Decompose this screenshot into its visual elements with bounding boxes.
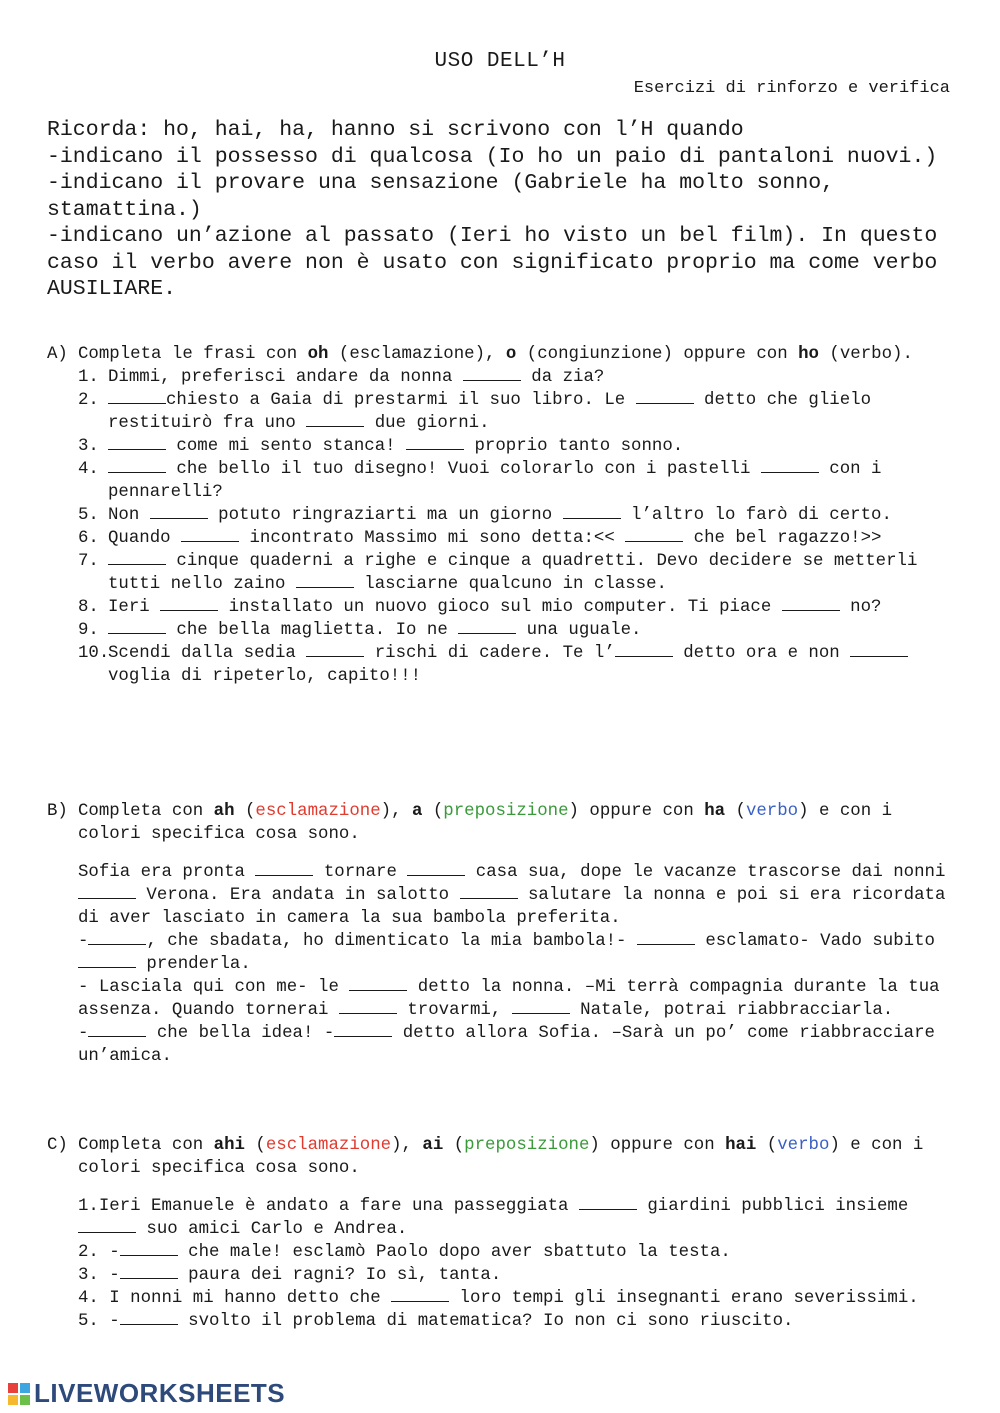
- exercise-line: [78, 1264, 952, 1287]
- label-preposizione: preposizione: [464, 1136, 590, 1155]
- intro-line: -indicano un’azione al passato (Ieri ho visto un bel film). In questo caso il verbo avere non è usato con significato proprio ma come verbo AUSILIARE.: [47, 224, 938, 301]
- instruction-text: Completa con ah (esclamazione), a (preposizione) oppure con ha (verbo) e con i colori specifica cosa sono.: [78, 802, 893, 844]
- exercise-item: [47, 504, 952, 527]
- text-segment: che bel ragazzo!>>: [683, 529, 882, 548]
- exercise-item: [47, 596, 952, 619]
- answer-blank[interactable]: [120, 1310, 178, 1325]
- text-segment: con i pennarelli?: [108, 460, 882, 502]
- item-number: 4.: [78, 460, 99, 479]
- item-text: [108, 642, 952, 688]
- answer-blank[interactable]: [255, 861, 313, 876]
- text-segment: salutare la nonna e poi si era ricordata di aver lasciato in camera la sua bambola preferita.: [78, 886, 946, 928]
- item-text: [108, 596, 952, 619]
- intro-line: -indicano il possesso di qualcosa (Io ho un paio di pantaloni nuovi.): [47, 144, 938, 169]
- text-segment: 4. I nonni mi hanno detto che: [78, 1289, 392, 1308]
- logo-squares-icon: [8, 1383, 30, 1405]
- text-segment: incontrato Massimo mi sono detta:<<: [239, 529, 626, 548]
- exercise-item: [47, 366, 952, 389]
- answer-blank[interactable]: [296, 573, 354, 588]
- answer-blank[interactable]: [78, 1218, 136, 1233]
- keyword-ahi: ahi: [213, 1136, 245, 1155]
- answer-blank[interactable]: [615, 642, 673, 657]
- text-segment: 3. -: [78, 1266, 120, 1285]
- text-segment: Dimmi, preferisci andare da nonna: [108, 368, 463, 387]
- instruction-part: oppure con: [599, 1136, 726, 1155]
- answer-blank[interactable]: [349, 976, 407, 991]
- exercise-item: [47, 389, 952, 435]
- answer-blank[interactable]: [108, 458, 166, 473]
- text-segment: 5. -: [78, 1312, 120, 1331]
- answer-blank[interactable]: [108, 435, 166, 450]
- answer-blank[interactable]: [391, 1287, 449, 1302]
- keyword-o: o: [505, 345, 517, 364]
- answer-blank[interactable]: [88, 930, 146, 945]
- answer-blank[interactable]: [407, 861, 465, 876]
- answer-blank[interactable]: [761, 458, 819, 473]
- logo-square: [20, 1395, 30, 1405]
- logo-square: [20, 1383, 30, 1393]
- story-paragraph: [78, 930, 952, 976]
- item-text: [108, 504, 952, 527]
- item-number: 1.: [78, 368, 99, 387]
- answer-blank[interactable]: [88, 1022, 146, 1037]
- text-segment: Verona. Era andata in salotto: [136, 886, 460, 905]
- keyword-hai: hai: [725, 1136, 757, 1155]
- text-segment: no?: [839, 598, 882, 617]
- text-segment: loro tempi gli insegnanti erano severissimi.: [449, 1289, 919, 1308]
- text-segment: che bella idea! -: [146, 1024, 335, 1043]
- text-segment: che bello il tuo disegno! Vuoi colorarlo con i pastelli: [166, 460, 761, 479]
- text-segment: Scendi dalla sedia: [108, 644, 307, 663]
- answer-blank[interactable]: [406, 435, 464, 450]
- text-segment: -: [78, 932, 89, 951]
- answer-blank[interactable]: [306, 642, 364, 657]
- answer-blank[interactable]: [637, 930, 695, 945]
- instruction-part: e con i colori specifica cosa sono.: [78, 1136, 924, 1178]
- section-letter: B): [47, 802, 68, 821]
- answer-blank[interactable]: [108, 550, 166, 565]
- liveworksheets-logo: [8, 1378, 285, 1409]
- answer-blank[interactable]: [625, 527, 683, 542]
- logo-text: LIVEWORKSHEETS: [34, 1378, 286, 1408]
- answer-blank[interactable]: [579, 1195, 637, 1210]
- story-paragraph: [78, 1022, 952, 1068]
- intro-reminder: [47, 117, 952, 303]
- text-segment: trovarmi,: [396, 1001, 512, 1020]
- text-segment: detto ora e non: [672, 644, 851, 663]
- section-letter: C): [47, 1136, 68, 1155]
- exercise-item: [47, 527, 952, 550]
- answer-blank[interactable]: [181, 527, 239, 542]
- text-segment: potuto ringraziarti ma un giorno: [207, 506, 563, 525]
- exercise-item: [47, 642, 952, 688]
- item-number: 8.: [78, 598, 99, 617]
- section-b-instruction: [47, 800, 952, 846]
- exercise-lines-c: [47, 1195, 952, 1333]
- answer-blank[interactable]: [850, 642, 908, 657]
- story-paragraph: [78, 976, 952, 1022]
- instruction-text: Completa con ahi (esclamazione), ai (preposizione) oppure con hai (verbo) e con i colori specifica cosa sono.: [78, 1136, 924, 1178]
- label-esclamazione: esclamazione: [255, 802, 381, 821]
- item-text: [108, 435, 952, 458]
- text-segment: voglia di ripeterlo, capito!!!: [108, 667, 422, 686]
- text-segment: che male! esclamò Paolo dopo aver sbattuto la testa.: [177, 1243, 731, 1262]
- answer-blank[interactable]: [512, 999, 570, 1014]
- instruction-part: e con i colori specifica cosa sono.: [78, 802, 893, 844]
- answer-blank[interactable]: [458, 619, 516, 634]
- answer-blank[interactable]: [120, 1264, 178, 1279]
- text-segment: proprio tanto sonno.: [464, 437, 684, 456]
- answer-blank[interactable]: [334, 1022, 392, 1037]
- answer-blank[interactable]: [463, 366, 521, 381]
- answer-blank[interactable]: [460, 884, 518, 899]
- text-segment: che bella maglietta. Io ne: [166, 621, 459, 640]
- item-text: [108, 458, 952, 504]
- exercise-item: [47, 458, 952, 504]
- label-verbo: verbo: [777, 1136, 830, 1155]
- text-segment: tornare: [313, 863, 408, 882]
- section-a: [47, 343, 952, 688]
- text-segment: l’altro lo farò di certo.: [620, 506, 892, 525]
- text-segment: lasciarne qualcuno in classe.: [353, 575, 667, 594]
- keyword-ho: ho: [798, 345, 819, 364]
- text-segment: suo amici Carlo e Andrea.: [136, 1220, 408, 1239]
- answer-blank[interactable]: [339, 999, 397, 1014]
- keyword-a: a: [411, 802, 423, 821]
- answer-blank[interactable]: [160, 596, 218, 611]
- text-segment: esclamato- Vado subito: [694, 932, 935, 951]
- label-verbo: verbo: [745, 802, 799, 821]
- item-text: [108, 366, 952, 389]
- exercise-line: [78, 1241, 952, 1264]
- text-segment: , che sbadata, ho dimenticato la mia bambola!-: [146, 932, 637, 951]
- logo-square: [8, 1395, 18, 1405]
- exercise-item: [47, 435, 952, 458]
- text-segment: detto allora Sofia. –Sarà un po’ come riabbracciare un’amica.: [78, 1024, 935, 1066]
- keyword-ai: ai: [422, 1136, 444, 1155]
- story-text: [47, 861, 952, 1068]
- item-number: 7.: [78, 552, 99, 571]
- exercise-line: [78, 1287, 952, 1310]
- text-segment: -: [78, 1024, 89, 1043]
- item-text: [108, 550, 952, 596]
- text-segment: prenderla.: [136, 955, 251, 974]
- keyword-ha: ha: [704, 802, 726, 821]
- item-text: [108, 619, 952, 642]
- intro-line: Ricorda: ho, hai, ha, hanno si scrivono con l’H quando: [47, 118, 744, 142]
- answer-blank[interactable]: [150, 504, 208, 519]
- item-number: 2.: [78, 391, 99, 410]
- logo-square: [8, 1383, 18, 1393]
- text-segment: - Lasciala qui con me- le: [78, 978, 350, 997]
- instruction-part: oppure con: [578, 802, 705, 821]
- instruction-part: Completa con: [78, 802, 214, 821]
- answer-blank[interactable]: [563, 504, 621, 519]
- text-segment: Natale, potrai riabbracciarla.: [569, 1001, 894, 1020]
- text-segment: installato un nuovo gioco sul mio computer. Ti piace: [218, 598, 782, 617]
- instruction-text: [78, 343, 952, 366]
- text-segment: 1.Ieri Emanuele è andato a fare una passeggiata: [78, 1197, 579, 1216]
- label-preposizione: preposizione: [443, 802, 569, 821]
- item-number: 5.: [78, 506, 99, 525]
- answer-blank[interactable]: [120, 1241, 178, 1256]
- keyword-ah: ah: [213, 802, 235, 821]
- text-segment: da zia?: [520, 368, 605, 387]
- text-segment: paura dei ragni? Io sì, tanta.: [177, 1266, 502, 1285]
- answer-blank[interactable]: [78, 884, 136, 899]
- section-c-instruction: [47, 1134, 952, 1180]
- answer-blank[interactable]: [636, 389, 694, 404]
- text-segment: detto che glielo restituirò fra uno: [108, 391, 872, 433]
- item-number: 9.: [78, 621, 99, 640]
- text-segment: 2. -: [78, 1243, 120, 1262]
- text-segment: detto la nonna. –Mi terrà compagnia durante la tua assenza. Quando tornerai: [78, 978, 940, 1020]
- text-segment: chiesto a Gaia di prestarmi il suo libro. Le: [166, 391, 636, 410]
- answer-blank[interactable]: [782, 596, 840, 611]
- item-number: 3.: [78, 437, 99, 456]
- answer-blank[interactable]: [108, 619, 166, 634]
- section-c: [47, 1134, 952, 1333]
- text-segment: come mi sento stanca!: [166, 437, 407, 456]
- item-number: 6.: [78, 529, 99, 548]
- text-segment: svolto il problema di matematica? Io non ci sono riuscito.: [177, 1312, 794, 1331]
- exercise-line: [78, 1195, 952, 1241]
- story-paragraph: [78, 861, 952, 930]
- section-b: [47, 800, 952, 1068]
- text-segment: Non: [108, 506, 150, 525]
- section-a-instruction: [47, 343, 952, 366]
- text-segment: Sofia era pronta: [78, 863, 256, 882]
- text-segment: casa sua, dope le vacanze trascorse dai nonni: [465, 863, 946, 882]
- instruction-part: (congiunzione) oppure con: [516, 345, 799, 364]
- answer-blank[interactable]: [108, 389, 166, 404]
- text-segment: rischi di cadere. Te l’: [364, 644, 615, 663]
- worksheet-subtitle: Esercizi di rinforzo e verifica: [633, 79, 950, 98]
- worksheet-title: USO DELL’H: [434, 50, 566, 73]
- instruction-part: Completa le frasi con: [78, 345, 308, 364]
- label-esclamazione: esclamazione: [265, 1136, 392, 1155]
- section-letter: A): [47, 345, 68, 364]
- text-segment: Quando: [108, 529, 182, 548]
- text-segment: una uguale.: [516, 621, 642, 640]
- answer-blank[interactable]: [306, 412, 364, 427]
- keyword-oh: oh: [307, 345, 329, 364]
- text-segment: giardini pubblici insieme: [636, 1197, 909, 1216]
- instruction-part: (esclamazione),: [328, 345, 506, 364]
- exercise-item: [47, 619, 952, 642]
- text-segment: Ieri: [108, 598, 161, 617]
- exercise-list-a: [47, 366, 952, 688]
- text-segment: due giorni.: [364, 414, 490, 433]
- instruction-part: Completa con: [78, 1136, 214, 1155]
- instruction-part: (verbo).: [819, 345, 913, 364]
- intro-line: -indicano il provare una sensazione (Gabriele ha molto sonno, stamattina.): [47, 171, 835, 222]
- exercise-line: [78, 1310, 952, 1333]
- exercise-item: [47, 550, 952, 596]
- item-text: [108, 527, 952, 550]
- text-segment: cinque quaderni a righe e cinque a quadretti. Devo decidere se metterli tutti nello zaino: [108, 552, 918, 594]
- item-number: 10.: [78, 644, 110, 663]
- answer-blank[interactable]: [78, 953, 136, 968]
- item-text: [108, 389, 952, 435]
